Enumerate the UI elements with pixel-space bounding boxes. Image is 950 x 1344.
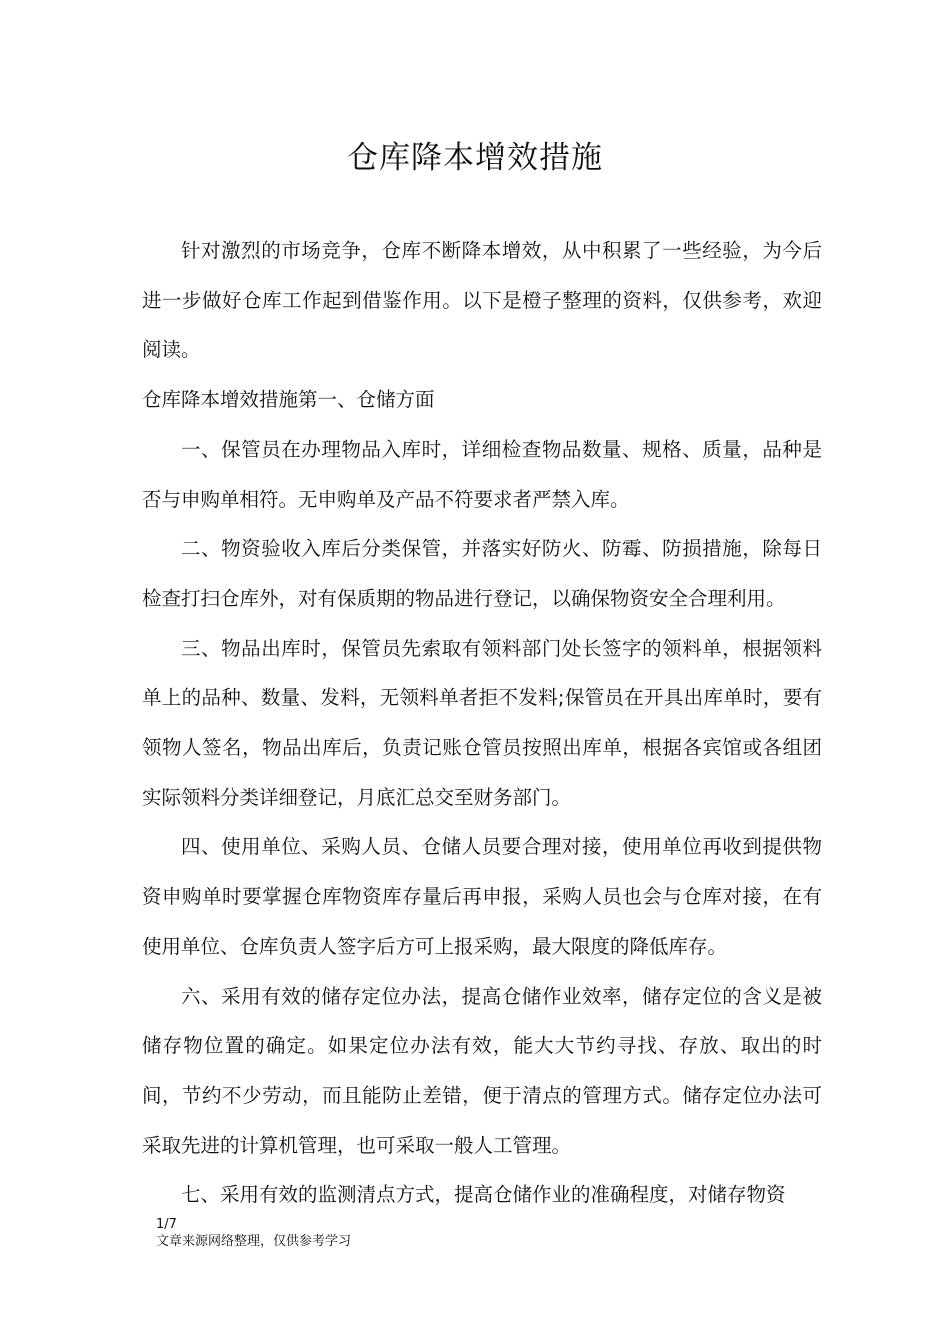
paragraph-item-1: 一、保管员在办理物品入库时，详细检查物品数量、规格、质量，品种是否与申购单相符。无申购单及产品不符要求者严禁入库。 xyxy=(142,437,822,511)
document-body xyxy=(142,226,822,1220)
source-note: 文章来源网络整理，仅供参考学习 xyxy=(156,1234,352,1249)
paragraph-item-4: 四、使用单位、采购人员、仓储人员要合理对接，使用单位再收到提供物资申购单时要掌握仓库物资库存量后再申报，采购人员也会与仓库对接，在有使用单位、仓库负责人签字后方可上报采购，最大限度的降低库存。 xyxy=(142,835,822,958)
paragraph-intro: 针对激烈的市场竞争，仓库不断降本增效，从中积累了一些经验，为今后进一步做好仓库工作起到借鉴作用。以下是橙子整理的资料，仅供参考，欢迎阅读。 xyxy=(142,239,822,362)
section-heading: 仓库降本增效措施第一、仓储方面 xyxy=(142,388,435,412)
paragraph-item-2: 二、物资验收入库后分类保管，并落实好防火、防霉、防损措施，除每日检查打扫仓库外，对有保质期的物品进行登记，以确保物资安全合理利用。 xyxy=(142,537,822,610)
page-footer xyxy=(156,1216,351,1250)
paragraph-item-7: 七、采用有效的监测清点方式，提高仓储作业的准确程度，对储存物资 xyxy=(181,1183,786,1207)
paragraph-item-3: 三、物品出库时，保管员先索取有领料部门处长签字的领料单，根据领料单上的品种、数量、发料，无领料单者拒不发料;保管员在开具出库单时，要有领物人签名，物品出库后，负责记账仓管员按照出库单，根据各宾馆或各组团实际领料分类详细登记，月底汇总交至财务部门。 xyxy=(142,636,822,809)
paragraph-item-6: 六、采用有效的储存定位办法，提高仓储作业效率，储存定位的含义是被储存物位置的确定。如果定位办法有效，能大大节约寻找、存放、取出的时间，节约不少劳动，而且能防止差错，便于清点的管理方式。储存定位办法可采取先进的计算机管理，也可采取一般人工管理。 xyxy=(142,984,822,1157)
page-number: 1/7 xyxy=(156,1217,177,1232)
page-title: 仓库降本增效措施 xyxy=(347,140,603,176)
